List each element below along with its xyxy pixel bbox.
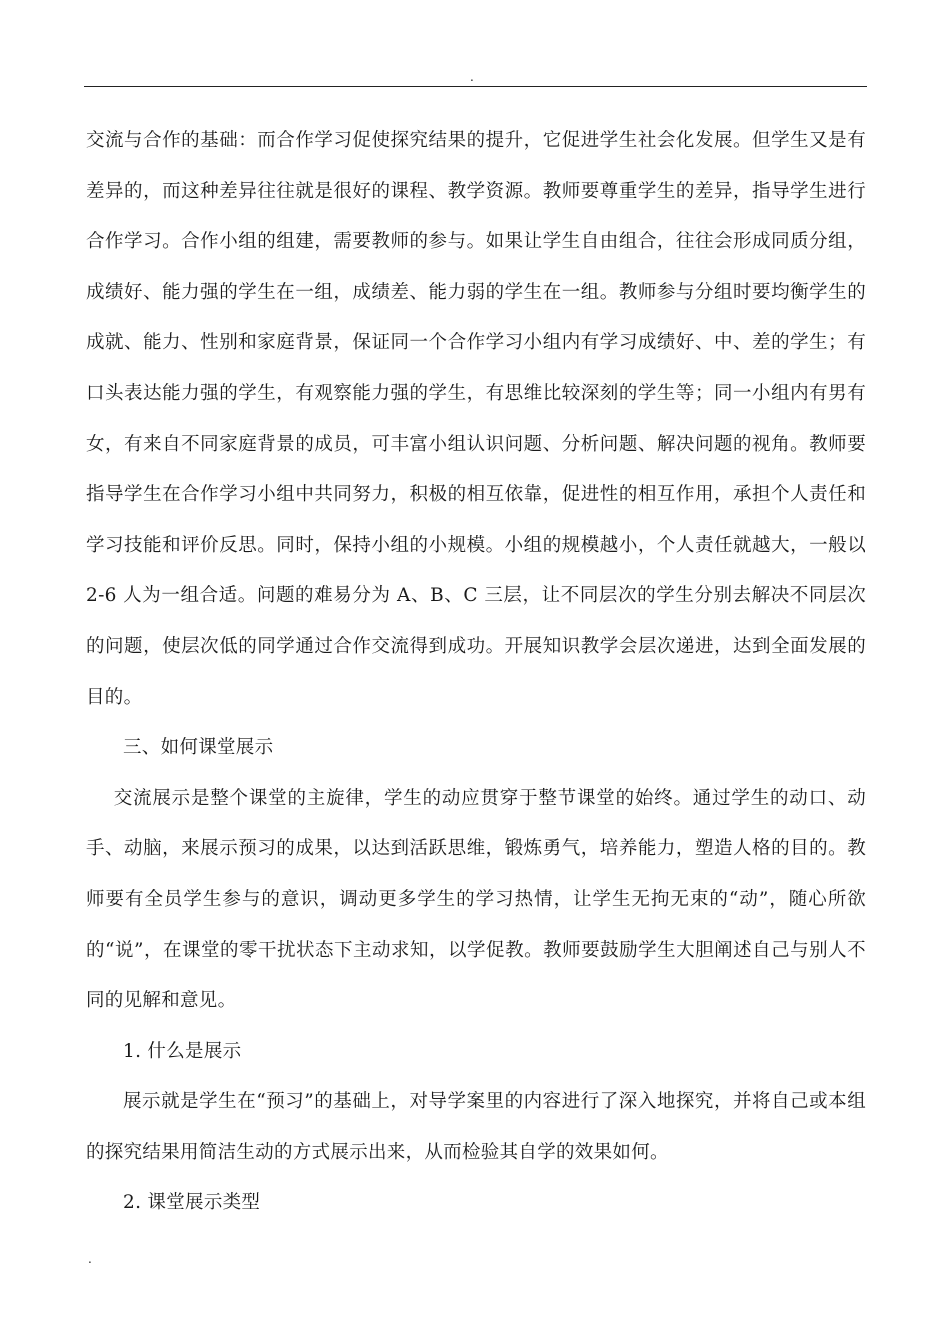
subheading-what-is-display: 1. 什么是展示 [123, 1040, 242, 1062]
paragraph-display-definition: 展示就是学生在“预习”的基础上，对导学案里的内容进行了深入地探究，并将自己或本组的探究结果用简洁生动的方式展示出来，从而检验其自学的效果如何。 [86, 1091, 866, 1163]
header-mark: . [470, 70, 474, 84]
paragraph-cooperative-learning: 交流与合作的基础：而合作学习促使探究结果的提升，它促进学生社会化发展。但学生又是有差异的，而这种差异往往就是很好的课程、教学资源。教师要尊重学生的差异，指导学生进行合作学习。合作小组的组建，需要教师的参与。如果让学生自由组合，往往会形成同质分组，成绩好、能力强的学生在一组，成绩差、能力弱的学生在一组。教师参与分组时要均衡学生的成就、能力、性别和家庭背景，保证同一个合作学习小组内有学习成绩好、中、差的学生；有口头表达能力强的学生，有观察能力强的学生，有思维比较深刻的学生等；同一小组内有男有女，有来自不同家庭背景的成员，可丰富小组认识问题、分析问题、解决问题的视角。教师要指导学生在合作学习小组中共同努力，积极的相互依靠，促进性的相互作用，承担个人责任和学习技能和评价反思。同时，保持小组的小规模。小组的规模越小，个人责任就越大，一般以 2-6 人为一组合适。问题的难易分为 A、B、C 三层，让不同层次的学生分别去解决不同层次的问题，使层次低的同学通过合作交流得到成功。开展知识教学会层次递进，达到全面发展的目的。 [86, 130, 866, 708]
document-body [86, 116, 866, 1229]
paragraph-display-overview: 交流展示是整个课堂的主旋律，学生的动应贯穿于整节课堂的始终。通过学生的动口、动手、动脑，来展示预习的成果，以达到活跃思维，锻炼勇气，培养能力，塑造人格的目的。教师要有全员学生参与的意识，调动更多学生的学习热情，让学生无拘无束的“动”，随心所欲的“说”，在课堂的零干扰状态下主动求知，以学促教。教师要鼓励学生大胆阐述自己与别人不同的见解和意见。 [86, 787, 866, 1012]
section-heading-classroom-display: 三、如何课堂展示 [123, 737, 274, 759]
header-divider [84, 86, 867, 87]
subheading-display-types: 2. 课堂展示类型 [123, 1192, 261, 1214]
footer-mark: . [88, 1252, 92, 1266]
